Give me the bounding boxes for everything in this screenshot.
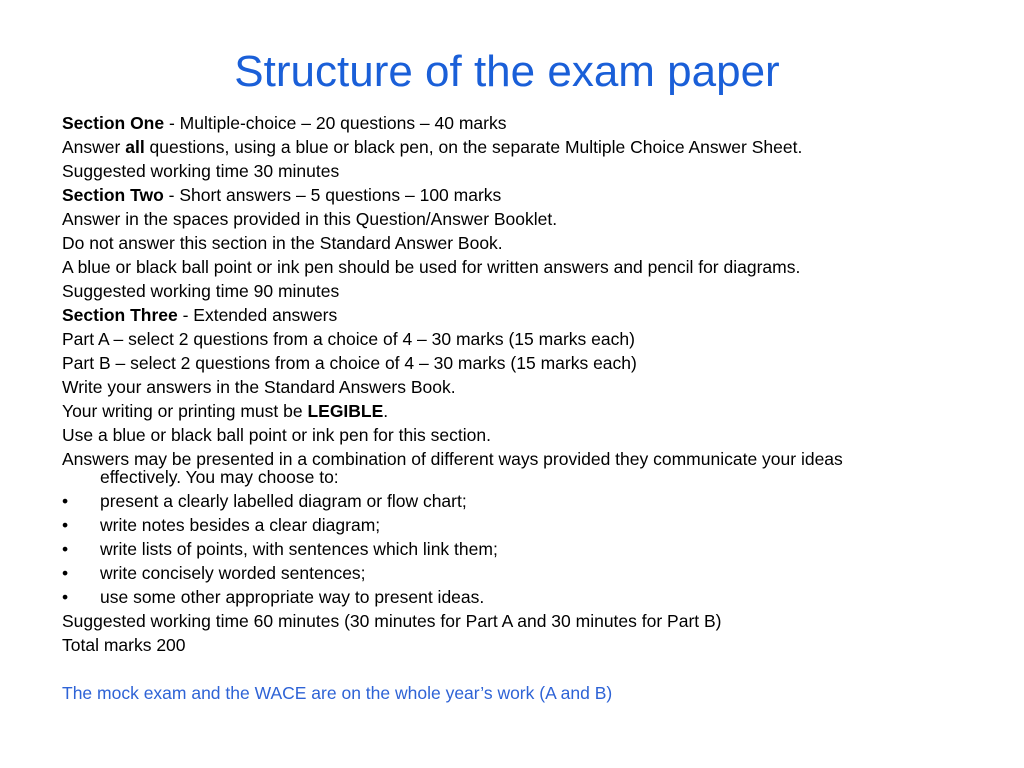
- list-item-text: write lists of points, with sentences which link them;: [100, 539, 498, 559]
- section-one-instruction-pre: Answer: [62, 137, 126, 157]
- bullet-icon: •: [62, 539, 69, 559]
- legible-pre: Your writing or printing must be: [62, 401, 308, 421]
- section-two-time: Suggested working time 90 minutes: [62, 281, 340, 301]
- section-two-line-2: Do not answer this section in the Standard Answer Book.: [62, 233, 503, 253]
- section-two-line-1: Answer in the spaces provided in this Question/Answer Booklet.: [62, 209, 558, 229]
- section-one-instruction-post: questions, using a blue or black pen, on the separate Multiple Choice Answer Sheet.: [144, 137, 803, 157]
- section-three-legible: [62, 399, 962, 423]
- section-three-answers: [62, 447, 962, 489]
- section-three-pen: Use a blue or black ball point or ink pen for this section.: [62, 425, 491, 445]
- section-three-summary: - Extended answers: [177, 305, 338, 325]
- list-item-text: write notes besides a clear diagram;: [100, 515, 381, 535]
- exam-structure-content: [62, 111, 962, 705]
- section-three-time: Suggested working time 60 minutes (30 minutes for Part A and 30 minutes for Part B): [62, 611, 722, 631]
- section-two-summary: - Short answers – 5 questions – 100 marks: [163, 185, 502, 205]
- section-one-header: [62, 111, 962, 135]
- section-three-heading: Section Three: [62, 305, 178, 325]
- answers-line-1: Answers may be presented in a combination of different ways provided they communicate your ideas: [62, 449, 843, 469]
- section-one-instruction-bold: all: [125, 137, 145, 157]
- legible-bold: LEGIBLE: [307, 401, 384, 421]
- list-item-text: write concisely worded sentences;: [100, 563, 366, 583]
- list-item: [62, 561, 962, 585]
- list-item-text: use some other appropriate way to present ideas.: [100, 587, 485, 607]
- section-three-part-a: Part A – select 2 questions from a choice of 4 – 30 marks (15 marks each): [62, 329, 635, 349]
- bullet-icon: •: [62, 515, 69, 535]
- section-three-write: Write your answers in the Standard Answers Book.: [62, 377, 456, 397]
- bullet-icon: •: [62, 563, 69, 583]
- legible-post: .: [383, 401, 389, 421]
- list-item: [62, 585, 962, 609]
- section-two-header: [62, 183, 962, 207]
- mock-exam-note: The mock exam and the WACE are on the whole year’s work (A and B): [62, 683, 613, 703]
- answers-line-2: effectively. You may choose to:: [100, 467, 339, 487]
- bullet-icon: •: [62, 587, 69, 607]
- total-marks: Total marks 200: [62, 635, 186, 655]
- section-two-line-3: A blue or black ball point or ink pen should be used for written answers and pencil for diagrams.: [62, 257, 801, 277]
- spacer: [62, 657, 962, 681]
- section-one-heading: Section One: [62, 113, 165, 133]
- section-one-instruction: [62, 135, 962, 159]
- section-one-summary: - Multiple-choice – 20 questions – 40 marks: [164, 113, 507, 133]
- section-two-heading: Section Two: [62, 185, 164, 205]
- list-item: [62, 513, 962, 537]
- page-title: Structure of the exam paper: [234, 47, 780, 96]
- bullet-icon: •: [62, 491, 69, 511]
- list-item: [62, 489, 962, 513]
- section-three-header: [62, 303, 962, 327]
- list-item-text: present a clearly labelled diagram or flow chart;: [100, 491, 467, 511]
- section-one-time: Suggested working time 30 minutes: [62, 161, 340, 181]
- section-three-part-b: Part B – select 2 questions from a choice of 4 – 30 marks (15 marks each): [62, 353, 637, 373]
- list-item: [62, 537, 962, 561]
